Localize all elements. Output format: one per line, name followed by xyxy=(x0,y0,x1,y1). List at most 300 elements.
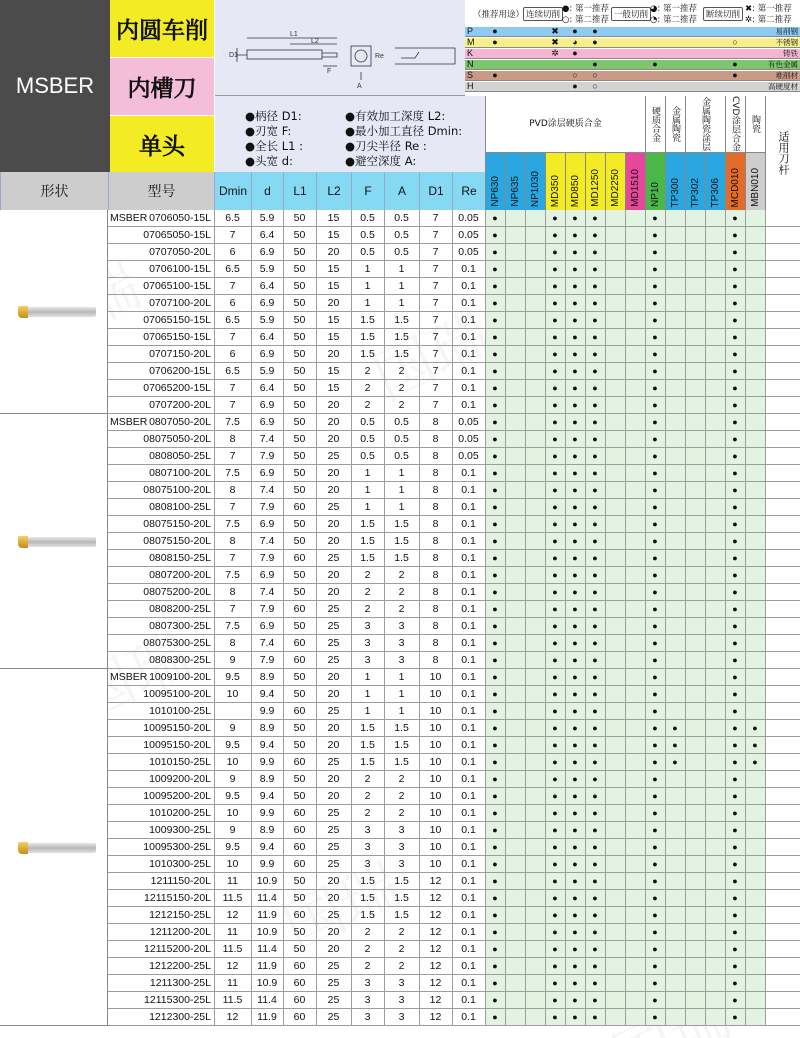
grade-mark: ● xyxy=(592,757,598,767)
spec-cell: 50 xyxy=(293,671,306,683)
model-code-cell: 0808050-25L xyxy=(149,450,211,462)
spec-cell: 7.9 xyxy=(259,654,275,666)
spec-cell: 0.05 xyxy=(458,246,479,258)
spec-cell: 0.1 xyxy=(461,535,476,547)
grade-mark: ● xyxy=(552,502,558,512)
spec-cell: 0.1 xyxy=(461,960,476,972)
grade-mark: ● xyxy=(732,672,738,682)
spec-cell: 0.1 xyxy=(461,994,476,1006)
usage-label: （推荐用途） xyxy=(473,10,525,20)
spec-cell: 8 xyxy=(432,552,439,564)
grade-mark: ● xyxy=(572,468,578,478)
model-code-cell: 0706200-15L xyxy=(149,365,211,377)
spec-cell: 0.1 xyxy=(461,620,476,632)
spec-cell: 9.4 xyxy=(259,739,275,751)
spec-cell: 9 xyxy=(229,824,236,836)
grade-mark: ● xyxy=(492,859,498,869)
grade-mark: ● xyxy=(492,927,498,937)
column-divider xyxy=(384,210,385,1026)
table-row xyxy=(108,992,800,1009)
grade-mark: ● xyxy=(552,366,558,376)
grade-mark: ● xyxy=(732,570,738,580)
spec-cell: 0.1 xyxy=(461,399,476,411)
spec-cell: 2 xyxy=(364,807,371,819)
grade-mark: ● xyxy=(492,536,498,546)
spec-cell: 1 xyxy=(398,484,405,496)
grade-mark: ● xyxy=(492,519,498,529)
grade-mark: ● xyxy=(732,893,738,903)
table-row xyxy=(108,907,800,924)
spec-cell: 8 xyxy=(229,484,236,496)
grade-mark: ● xyxy=(572,876,578,886)
spec-cell: 1 xyxy=(364,263,371,275)
spec-cell: 2 xyxy=(364,382,371,394)
material-mark: ● xyxy=(732,70,738,80)
spec-cell: 3 xyxy=(364,824,371,836)
spec-cell: 1 xyxy=(398,467,405,479)
spec-cell: 0.1 xyxy=(461,756,476,768)
spec-cell: 11.9 xyxy=(257,960,277,972)
label-d1: D1 xyxy=(229,52,238,59)
grade-name: TP300 xyxy=(670,177,681,207)
spec-cell: 6.5 xyxy=(225,365,240,377)
spec-cell: 8 xyxy=(432,637,439,649)
column-divider xyxy=(452,210,453,1026)
spec-cell: 60 xyxy=(293,637,306,649)
spec-cell: 2 xyxy=(364,586,371,598)
grade-mark: ● xyxy=(572,502,578,512)
dimension-drawing xyxy=(215,0,465,95)
spec-cell: 25 xyxy=(327,1011,340,1023)
model-code-cell: 0807300-25L xyxy=(149,620,211,632)
spec-cell: 25 xyxy=(327,603,340,615)
grade-mark: ● xyxy=(592,213,598,223)
grade-mark: ● xyxy=(572,213,578,223)
spec-cell: 3 xyxy=(398,654,405,666)
spec-cell: 7.5 xyxy=(225,416,240,428)
grade-mark: ● xyxy=(572,689,578,699)
spec-cell: 25 xyxy=(327,807,340,819)
spec-cell: 1 xyxy=(364,280,371,292)
spec-cell: 60 xyxy=(293,960,306,972)
grade-mark: ● xyxy=(492,689,498,699)
grade-mark: ● xyxy=(732,298,738,308)
material-row-k xyxy=(465,49,800,59)
spec-cell: 11 xyxy=(227,875,238,887)
material-mark: ● xyxy=(572,81,578,91)
spec-cell: 50 xyxy=(293,722,306,734)
model-code-cell: 1010300-25L xyxy=(149,858,211,870)
table-row xyxy=(108,618,800,635)
spec-cell: 25 xyxy=(327,994,340,1006)
table-row xyxy=(108,244,800,261)
material-mark: ● xyxy=(592,59,598,69)
tool-dimension-diagram xyxy=(215,0,465,96)
grade-mark: ● xyxy=(492,400,498,410)
spec-cell: 1 xyxy=(364,484,371,496)
col-d: d xyxy=(251,172,283,210)
material-name: 有色金属 xyxy=(768,60,798,69)
grade-mark: ● xyxy=(572,859,578,869)
grade-mark: ● xyxy=(492,553,498,563)
grade-md1510 xyxy=(625,152,645,210)
grade-mark: ● xyxy=(552,774,558,784)
interrupted-cutting-label: 断续切削 xyxy=(703,7,743,21)
spec-cell: 0.1 xyxy=(461,297,476,309)
spec-cell: 2 xyxy=(398,790,405,802)
spec-cell: 10 xyxy=(429,722,442,734)
spec-cell: 25 xyxy=(327,841,340,853)
grade-mark: ● xyxy=(492,349,498,359)
grade-mark: ● xyxy=(732,706,738,716)
spec-cell: 11.9 xyxy=(257,1011,277,1023)
spec-cell: 20 xyxy=(327,926,340,938)
grade-mark: ● xyxy=(652,825,658,835)
spec-cell: 0.1 xyxy=(461,909,476,921)
spec-cell: 8.9 xyxy=(259,722,275,734)
grade-mark: ● xyxy=(572,791,578,801)
grade-mark: ● xyxy=(492,995,498,1005)
spec-cell: 60 xyxy=(293,603,306,615)
grade-mark: ● xyxy=(492,961,498,971)
grade-mark: ● xyxy=(732,536,738,546)
grade-mark: ● xyxy=(732,247,738,257)
grade-mark: ● xyxy=(552,808,558,818)
material-mark: ✖ xyxy=(551,26,559,36)
grade-mark: ● xyxy=(732,978,738,988)
table-row xyxy=(108,261,800,278)
grade-mark: ● xyxy=(552,400,558,410)
title-internal-turning: 内圆车削 xyxy=(110,0,214,57)
col-l2: L2 xyxy=(316,172,351,210)
spec-cell: 3 xyxy=(364,858,371,870)
spec-cell: 8 xyxy=(432,518,439,530)
model-code-cell: 0808150-25L xyxy=(149,552,211,564)
spec-cell: 50 xyxy=(293,263,306,275)
grade-mark: ● xyxy=(732,1012,738,1022)
table-row xyxy=(108,550,800,567)
grade-md850 xyxy=(565,152,585,210)
grade-mark: ● xyxy=(652,859,658,869)
table-row xyxy=(108,601,800,618)
spec-cell: 0.1 xyxy=(461,348,476,360)
spec-cell: 25 xyxy=(327,620,340,632)
continuous-second: ○: 第二推荐 xyxy=(562,15,609,25)
spec-cell: 3 xyxy=(398,858,405,870)
grade-mark: ● xyxy=(552,621,558,631)
spec-cell: 50 xyxy=(293,416,306,428)
material-mark: ● xyxy=(732,59,738,69)
spec-cell: 7.5 xyxy=(225,620,240,632)
grade-mark: ● xyxy=(732,587,738,597)
shape-cell xyxy=(0,414,108,669)
grade-mark: ● xyxy=(652,978,658,988)
table-row xyxy=(108,329,800,346)
spec-cell: 7 xyxy=(432,365,439,377)
spec-cell: 6 xyxy=(229,246,236,258)
grade-mark: ● xyxy=(552,349,558,359)
grade-mark: ● xyxy=(492,876,498,886)
spec-cell: 11.5 xyxy=(222,994,243,1006)
table-row xyxy=(108,788,800,805)
spec-cell: 0.5 xyxy=(360,433,375,445)
grade-mark: ● xyxy=(652,315,658,325)
grade-mark: ● xyxy=(552,910,558,920)
spec-cell: 5.9 xyxy=(259,314,275,326)
spec-cell: 1 xyxy=(398,501,405,513)
spec-cell: 1 xyxy=(398,671,405,683)
grade-mark: ● xyxy=(552,689,558,699)
grade-mark: ● xyxy=(652,298,658,308)
continuous-cutting-label: 连续切削 xyxy=(523,7,563,21)
model-code-cell: 07065200-15L xyxy=(143,382,211,394)
material-name: 不锈钢 xyxy=(775,38,798,47)
spec-cell: 25 xyxy=(327,637,340,649)
param-f: ●刃宽 F: xyxy=(245,124,292,138)
spec-cell: 10 xyxy=(226,688,239,700)
grade-mark: ● xyxy=(592,434,598,444)
table-row xyxy=(108,516,800,533)
insert-tip xyxy=(18,536,28,548)
table-row xyxy=(108,465,800,482)
grade-mark: ● xyxy=(652,927,658,937)
grade-mark: ● xyxy=(572,638,578,648)
spec-cell: 1 xyxy=(364,467,371,479)
spec-cell: 7.5 xyxy=(225,467,240,479)
spec-cell: 7 xyxy=(432,331,439,343)
grade-mark: ● xyxy=(732,927,738,937)
grade-mark: ● xyxy=(652,604,658,614)
grade-mark: ● xyxy=(572,893,578,903)
spec-cell: 7 xyxy=(432,263,439,275)
grade-mbn010 xyxy=(745,152,765,210)
grade-name: TP302 xyxy=(690,177,701,207)
grade-mark: ● xyxy=(652,961,658,971)
spec-cell: 15 xyxy=(327,212,340,224)
material-code: H xyxy=(467,81,474,91)
grade-mark: ● xyxy=(572,995,578,1005)
grade-mark: ● xyxy=(592,553,598,563)
grade-mark: ● xyxy=(492,417,498,427)
spec-cell: 0.1 xyxy=(461,552,476,564)
grade-tp300 xyxy=(665,152,685,210)
grade-mark: ● xyxy=(492,672,498,682)
spec-cell: 0.1 xyxy=(461,807,476,819)
spec-cell: 25 xyxy=(327,705,340,717)
spec-cell: 7.9 xyxy=(259,552,275,564)
grade-mark: ● xyxy=(732,315,738,325)
grade-mark: ● xyxy=(572,774,578,784)
spec-cell: 0.5 xyxy=(394,229,409,241)
model-code-cell: 0808300-25L xyxy=(149,654,211,666)
spec-cell: 10 xyxy=(429,705,442,717)
grade-mark: ● xyxy=(492,723,498,733)
spec-cell: 20 xyxy=(327,671,340,683)
spec-cell: 11.9 xyxy=(257,909,277,921)
grade-mark: ● xyxy=(552,842,558,852)
spec-cell: 10 xyxy=(429,688,442,700)
spec-cell: 0.1 xyxy=(461,790,476,802)
model-code-cell: 1010100-25L xyxy=(149,705,211,717)
grade-mark: ● xyxy=(592,366,598,376)
spec-cell: 3 xyxy=(364,637,371,649)
spec-cell: 1 xyxy=(398,280,405,292)
model-code-cell: 1211300-25L xyxy=(149,977,211,989)
spec-cell: 9.4 xyxy=(259,841,275,853)
spec-cell: 1.5 xyxy=(394,331,409,343)
spec-cell: 5.9 xyxy=(259,365,275,377)
grade-mark: ● xyxy=(552,434,558,444)
grade-mark: ● xyxy=(652,757,658,767)
grade-mark: ● xyxy=(732,723,738,733)
grade-mark: ● xyxy=(592,230,598,240)
spec-cell: 2 xyxy=(398,926,405,938)
grade-mark: ● xyxy=(552,791,558,801)
grade-mark: ● xyxy=(732,349,738,359)
grade-mark: ● xyxy=(592,315,598,325)
grade-mark: ● xyxy=(552,638,558,648)
spec-cell: 2 xyxy=(364,603,371,615)
grade-mark: ● xyxy=(592,451,598,461)
spec-cell: 25 xyxy=(327,501,340,513)
spec-cell: 7 xyxy=(229,229,236,241)
grade-mark: ● xyxy=(732,825,738,835)
grade-mcd010 xyxy=(725,152,745,210)
spec-cell: 2 xyxy=(398,586,405,598)
spec-cell: 7 xyxy=(229,399,236,411)
model-code-cell: 1009200-20L xyxy=(149,773,211,785)
spec-cell: 60 xyxy=(293,824,306,836)
grade-mark: ● xyxy=(492,451,498,461)
grade-mark: ● xyxy=(652,230,658,240)
grade-mark: ● xyxy=(672,740,678,750)
table-row xyxy=(108,771,800,788)
spec-cell: 2 xyxy=(364,960,371,972)
grade-mark: ● xyxy=(652,944,658,954)
label-a: A xyxy=(357,83,362,90)
grade-mark: ● xyxy=(592,1012,598,1022)
spec-cell: 50 xyxy=(293,875,306,887)
model-code-cell: 1009100-20L xyxy=(149,671,211,683)
spec-cell: 6.4 xyxy=(259,229,275,241)
spec-cell: 2 xyxy=(364,773,371,785)
spec-cell: 7 xyxy=(229,450,236,462)
spec-cell: 60 xyxy=(293,807,306,819)
spec-cell: 15 xyxy=(327,263,340,275)
table-row xyxy=(108,805,800,822)
spec-cell: 20 xyxy=(327,399,340,411)
grade-mark: ● xyxy=(592,519,598,529)
model-code-cell: 10095300-25L xyxy=(143,841,211,853)
grade-mark: ● xyxy=(572,230,578,240)
table-row xyxy=(108,873,800,890)
spec-cell: 50 xyxy=(293,518,306,530)
spec-cell: 0.1 xyxy=(461,365,476,377)
spec-cell: 0.5 xyxy=(394,246,409,258)
spec-cell: 10.9 xyxy=(256,875,278,887)
table-row xyxy=(108,686,800,703)
grade-mark: ● xyxy=(732,604,738,614)
spec-cell: 6.9 xyxy=(259,297,275,309)
model-code-cell: 12115200-20L xyxy=(144,943,211,955)
spec-cell: 10 xyxy=(226,807,239,819)
spec-cell: 0.5 xyxy=(394,433,409,445)
material-name: 易削钢 xyxy=(775,27,798,36)
table-row xyxy=(108,448,800,465)
spec-cell: 7 xyxy=(229,382,236,394)
grade-mark: ● xyxy=(732,621,738,631)
spec-cell: 12 xyxy=(429,943,442,955)
param-d: ●头宽 d: xyxy=(245,154,293,168)
spec-cell: 50 xyxy=(293,399,306,411)
grade-mark: ● xyxy=(552,995,558,1005)
grade-mark: ● xyxy=(652,349,658,359)
spec-cell: 0.1 xyxy=(461,569,476,581)
spec-cell xyxy=(214,703,251,719)
grade-mark: ● xyxy=(552,825,558,835)
spec-cell: 7 xyxy=(432,399,439,411)
grade-mark: ● xyxy=(492,468,498,478)
grade-mark: ● xyxy=(552,213,558,223)
material-mark: ○ xyxy=(732,37,738,47)
grade-mark: ● xyxy=(552,332,558,342)
insert-illustration xyxy=(20,307,96,317)
column-divider xyxy=(525,210,526,1026)
grade-mark: ● xyxy=(552,893,558,903)
grade-mark: ● xyxy=(652,689,658,699)
grade-mark: ● xyxy=(572,587,578,597)
spec-cell: 60 xyxy=(293,501,306,513)
spec-cell: 0.1 xyxy=(461,858,476,870)
spec-cell: 60 xyxy=(293,858,306,870)
continuous-first: ●: 第一推荐 xyxy=(562,4,609,14)
grade-mark: ● xyxy=(572,961,578,971)
material-code: S xyxy=(467,70,474,80)
spec-cell: 50 xyxy=(293,926,306,938)
grade-category: 硬质合金 xyxy=(645,96,665,152)
grade-mark: ● xyxy=(652,910,658,920)
grade-mark: ● xyxy=(652,740,658,750)
spec-cell: 10.9 xyxy=(256,977,278,989)
grade-mark: ● xyxy=(492,808,498,818)
table-row xyxy=(108,1009,800,1026)
grade-mark: ● xyxy=(572,485,578,495)
grade-name: MD350 xyxy=(550,174,561,207)
grade-mark: ● xyxy=(732,859,738,869)
param-d1: ●柄径 D1: xyxy=(245,109,302,123)
grade-mark: ● xyxy=(652,791,658,801)
spec-cell: 1.5 xyxy=(360,518,375,530)
spec-cell: 2 xyxy=(364,399,371,411)
spec-cell: 0.1 xyxy=(461,722,476,734)
spec-cell: 2 xyxy=(398,365,405,377)
grade-mark: ● xyxy=(592,264,598,274)
spec-cell: 8 xyxy=(432,484,439,496)
grade-mark: ● xyxy=(732,366,738,376)
spec-cell: 12 xyxy=(429,1011,442,1023)
grade-mark: ● xyxy=(592,825,598,835)
spec-cell: 60 xyxy=(293,705,306,717)
grade-mark: ● xyxy=(652,281,658,291)
table-row xyxy=(108,499,800,516)
spec-cell: 7.9 xyxy=(259,603,275,615)
spec-cell: 25 xyxy=(327,824,340,836)
grade-category: 金属陶瓷 xyxy=(665,96,685,152)
grade-mark: ● xyxy=(652,587,658,597)
grade-mark: ● xyxy=(592,502,598,512)
title-single-head: 单头 xyxy=(110,116,214,172)
model-code-cell: 0707200-20L xyxy=(149,399,211,411)
